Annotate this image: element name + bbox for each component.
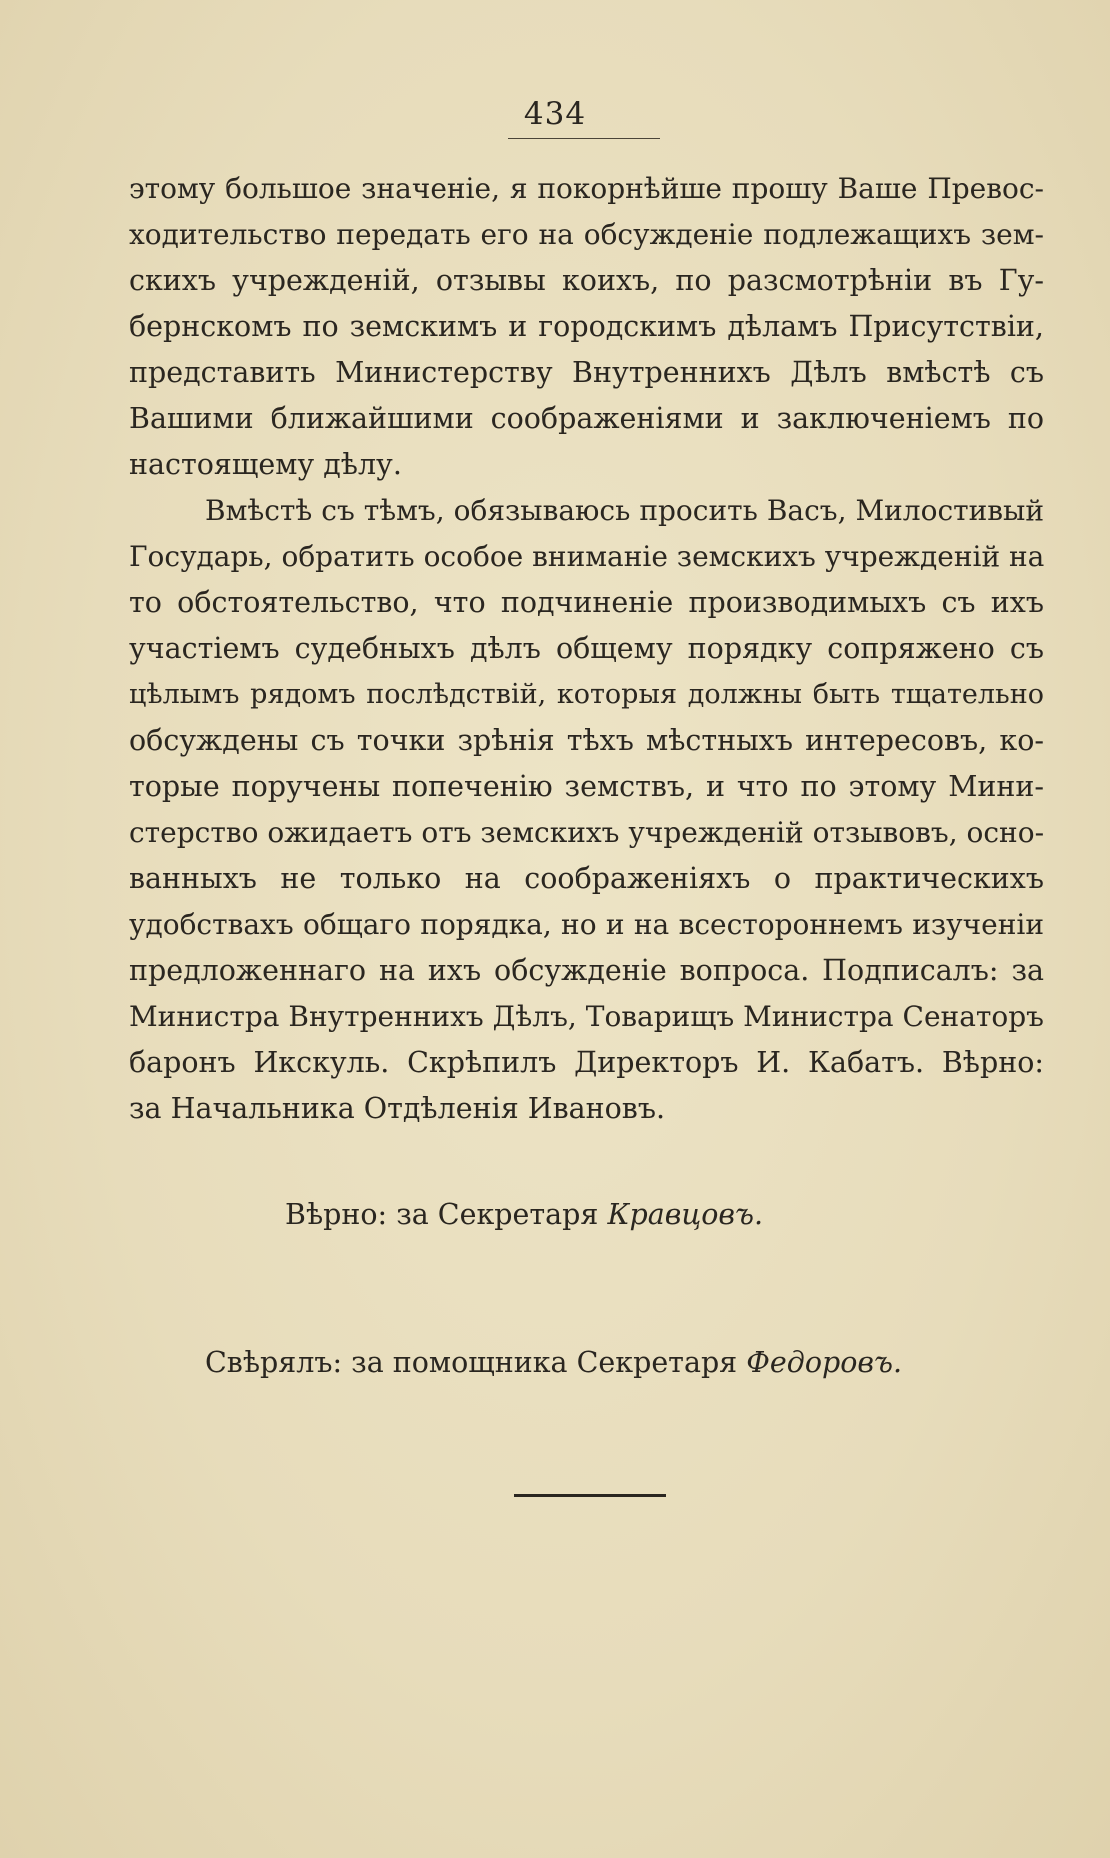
text-line: баронъ Икскуль. Скрѣпилъ Директоръ И. Кабатъ. Вѣрно: [129, 1046, 1044, 1079]
text-line: Вашими ближайшими соображеніями и заключеніемъ по [129, 402, 1044, 435]
text-line: стерство ожидаетъ отъ земскихъ учрежденій отзывовъ, осно- [129, 816, 1044, 849]
signature-name: Кравцовъ. [607, 1198, 764, 1231]
text-line: за Начальника Отдѣленія Ивановъ. [129, 1092, 666, 1125]
text-line: ходительство передать его на обсужденіе подлежащихъ зем- [129, 218, 1044, 251]
attestation-secretary [285, 1198, 763, 1231]
text-line: скихъ учрежденій, отзывы коихъ, по разсмотрѣніи въ Гу- [129, 264, 1044, 297]
text-line: то обстоятельство, что подчиненіе производимыхъ съ ихъ [129, 586, 1044, 619]
signature-name: Федоровъ. [746, 1346, 903, 1379]
page-number: 434 [523, 96, 587, 132]
paragraph-1 [129, 166, 1044, 488]
text-line: цѣлымъ рядомъ послѣдствій, которыя должны быть тщательно [129, 679, 1044, 710]
attestation-text: Вѣрно: за Секретаря [285, 1198, 599, 1231]
text-line: Вмѣстѣ съ тѣмъ, обязываюсь просить Васъ, Милостивый [205, 494, 1044, 527]
text-line: предложеннаго на ихъ обсужденіе вопроса. Подписалъ: за [129, 954, 1044, 987]
text-line: этому большое значеніе, я покорнѣйше прошу Ваше Превос- [129, 172, 1044, 205]
text-line: бернскомъ по земскимъ и городскимъ дѣламъ Присутствіи, [129, 310, 1044, 343]
attestation-text: Свѣрялъ: за помощника Секретаря [205, 1346, 738, 1379]
text-line: Государь, обратить особое вниманіе земскихъ учрежденій на [129, 540, 1044, 573]
text-line: удобствахъ общаго порядка, но и на всестороннемъ изученіи [129, 908, 1044, 941]
body-text [129, 166, 1044, 1132]
header-rule [508, 138, 660, 139]
text-line: настоящему дѣлу. [129, 448, 402, 481]
text-line: ванныхъ не только на соображеніяхъ о практическихъ [129, 862, 1044, 895]
closing-rule [514, 1494, 666, 1497]
text-line: представить Министерству Внутреннихъ Дѣлъ вмѣстѣ съ [129, 356, 1044, 389]
text-line: Министра Внутреннихъ Дѣлъ, Товарищъ Министра Сенаторъ [129, 1000, 1044, 1033]
text-line: участіемъ судебныхъ дѣлъ общему порядку сопряжено съ [129, 632, 1044, 665]
text-line: обсуждены съ точки зрѣнія тѣхъ мѣстныхъ интересовъ, ко- [129, 724, 1044, 757]
attestation-assistant-secretary [205, 1346, 902, 1379]
paragraph-2 [129, 488, 1044, 1132]
text-line: торые поручены попеченію земствъ, и что по этому Мини- [129, 770, 1044, 803]
